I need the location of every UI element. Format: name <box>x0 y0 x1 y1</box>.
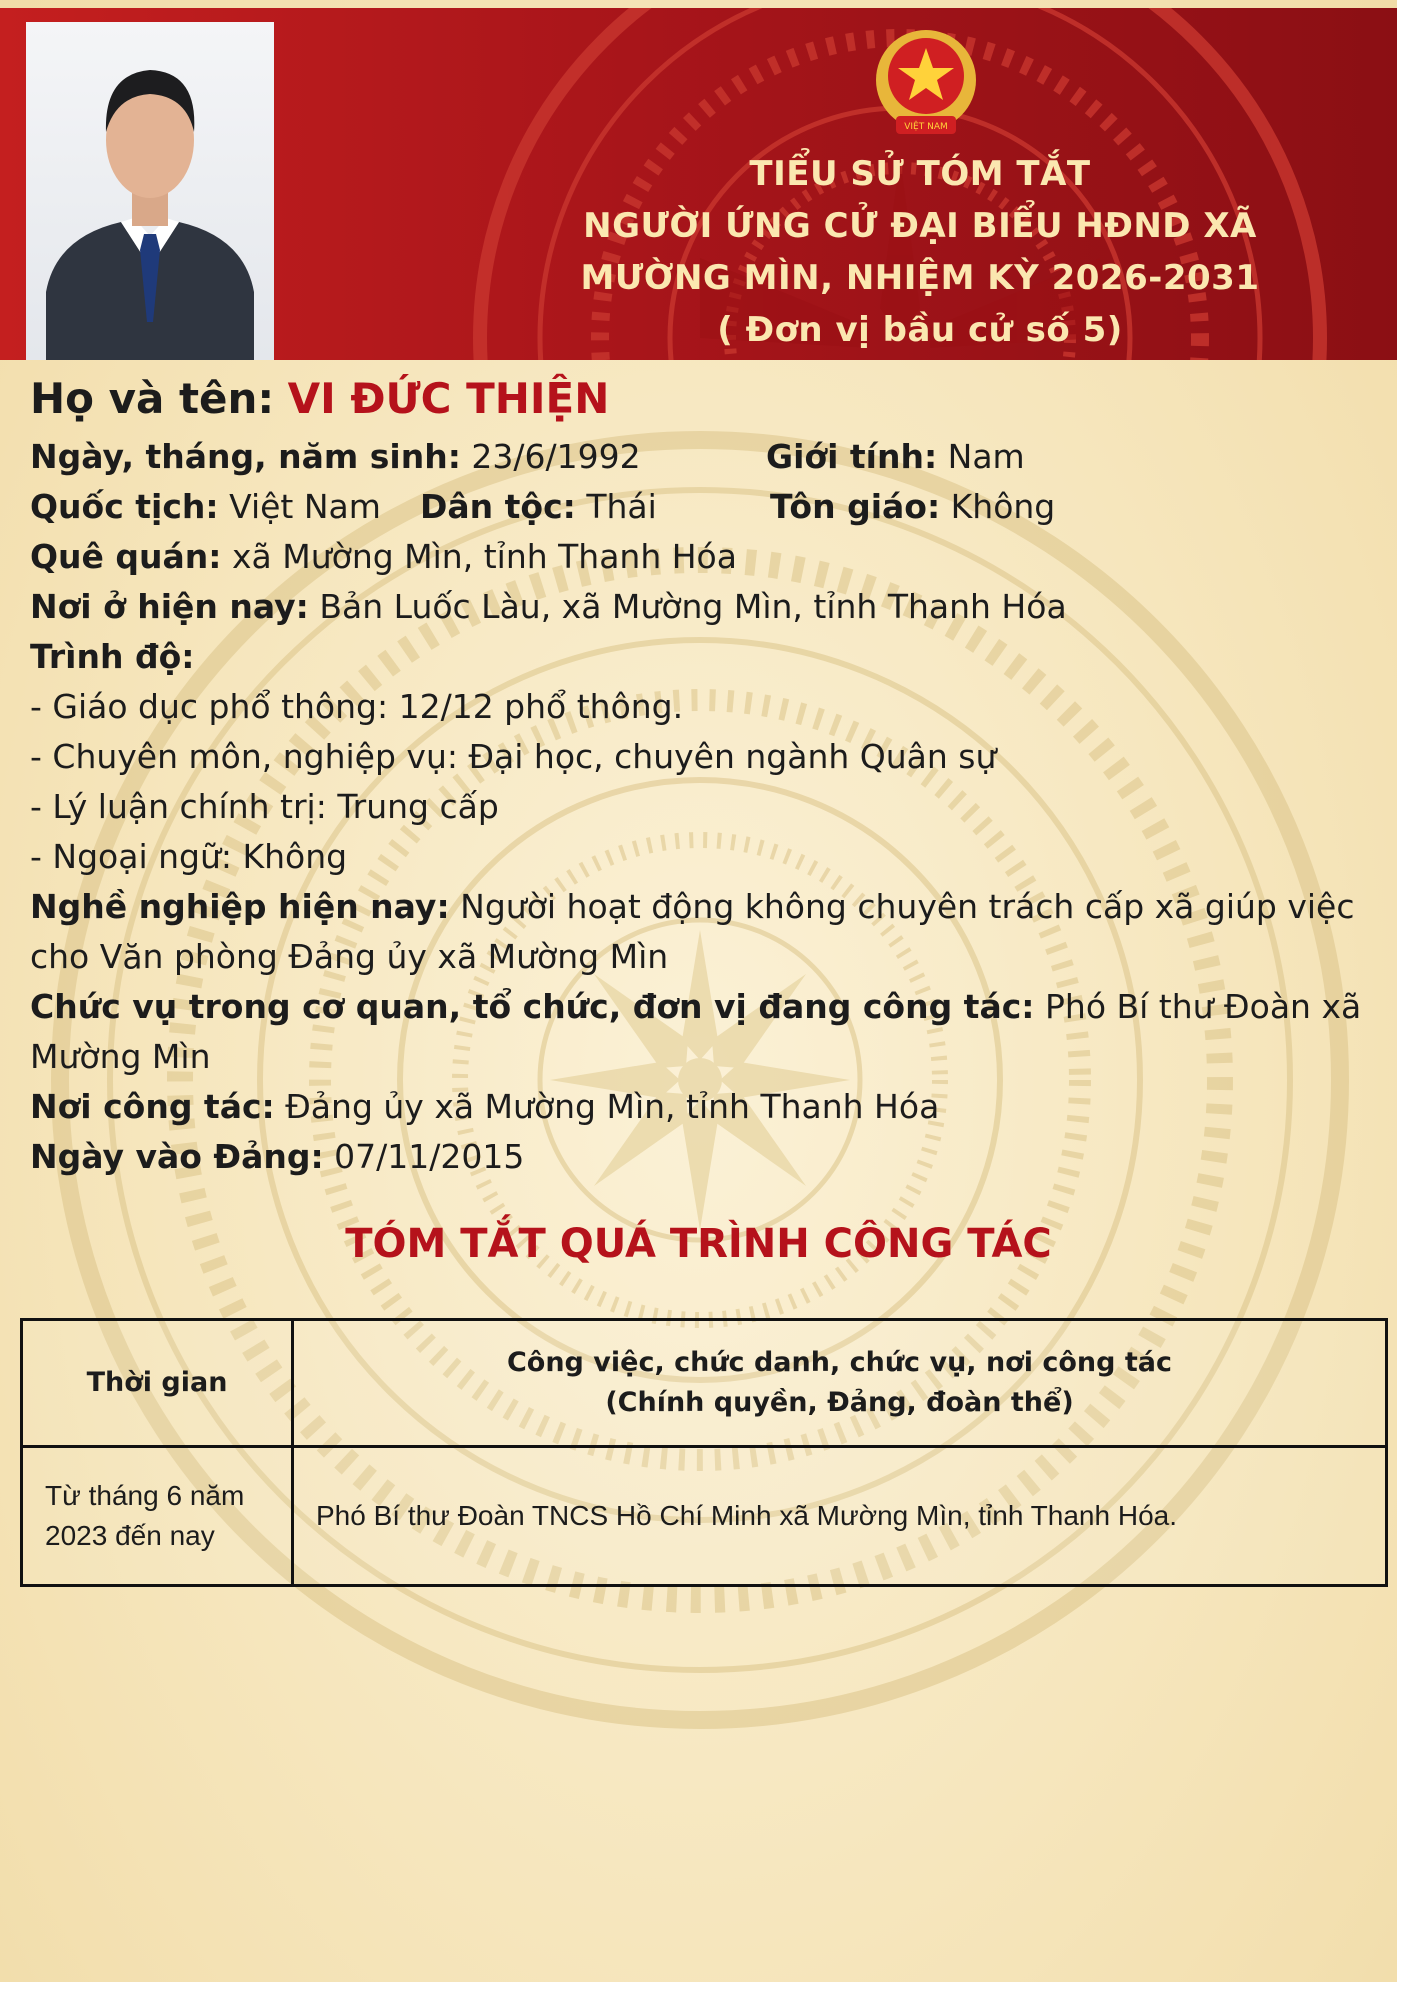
nationality-value: Việt Nam <box>229 487 381 526</box>
personal-info <box>30 366 1380 1182</box>
party-date-value: 07/11/2015 <box>334 1137 525 1176</box>
religion-label: Tôn giáo: <box>770 487 941 526</box>
title-line-1: TIỂU SỬ TÓM TẮT <box>749 154 1091 194</box>
dob-label: Ngày, tháng, năm sinh: <box>30 437 461 476</box>
title-line-4: ( Đơn vị bầu cử số 5) <box>717 310 1123 350</box>
header-banner <box>0 8 1397 360</box>
workplace-value: Đảng ủy xã Mường Mìn, tỉnh Thanh Hóa <box>285 1087 940 1126</box>
gender-value: Nam <box>947 437 1025 476</box>
ethnicity-label: Dân tộc: <box>420 487 576 526</box>
occupation-value: Người hoạt động không chuyên trách cấp xã giúp việc cho Văn phòng Đảng ủy xã Mường Mìn <box>30 887 1355 976</box>
work-history-table <box>20 1318 1388 1587</box>
dob-gender-row <box>30 432 1380 482</box>
workplace-row <box>30 1082 1380 1132</box>
education-label: Trình độ: <box>30 637 195 676</box>
hometown-value: xã Mường Mìn, tỉnh Thanh Hóa <box>232 537 737 576</box>
title-line-2: NGƯỜI ỨNG CỬ ĐẠI BIỂU HĐND XÃ <box>583 206 1257 246</box>
education-line: - Ngoại ngữ: Không <box>30 837 348 876</box>
education-line: - Giáo dục phổ thông: 12/12 phổ thông. <box>30 687 684 726</box>
dob-value: 23/6/1992 <box>471 437 641 476</box>
work-history-title: TÓM TẮT QUÁ TRÌNH CÔNG TÁC <box>345 1221 1052 1267</box>
party-date-label: Ngày vào Đảng: <box>30 1137 324 1176</box>
table-header-row <box>22 1320 1387 1447</box>
ethnicity-value: Thái <box>586 487 657 526</box>
gender-label: Giới tính: <box>766 437 938 476</box>
hometown-label: Quê quán: <box>30 537 222 576</box>
residence-value: Bản Luốc Làu, xã Mường Mìn, tỉnh Thanh Hóa <box>319 587 1067 626</box>
position-row <box>30 982 1380 1082</box>
nationality-row <box>30 482 1380 532</box>
title-line-3: MƯỜNG MÌN, NHIỆM KỲ 2026-2031 <box>580 258 1260 298</box>
svg-text:VIỆT NAM: VIỆT NAM <box>904 122 948 132</box>
position-label: Chức vụ trong cơ quan, tổ chức, đơn vị đang công tác: <box>30 987 1035 1026</box>
cell-time <box>22 1447 293 1586</box>
column-header-desc-line-2: (Chính quyền, Đảng, đoàn thể) <box>605 1387 1074 1418</box>
religion-value: Không <box>950 487 1056 526</box>
cell-time-line-2: 2023 đến nay <box>45 1520 215 1551</box>
occupation-row <box>30 882 1380 982</box>
education-heading <box>30 632 1380 682</box>
workplace-label: Nơi công tác: <box>30 1087 275 1126</box>
candidate-name: VI ĐỨC THIỆN <box>287 374 610 423</box>
residence-row <box>30 582 1380 632</box>
portrait-illustration <box>26 22 274 360</box>
cell-time-line-1: Từ tháng 6 năm <box>45 1480 245 1511</box>
column-header-description <box>293 1320 1387 1447</box>
table-row <box>22 1447 1387 1586</box>
column-header-desc-line-1: Công việc, chức danh, chức vụ, nơi công tác <box>506 1347 1173 1378</box>
cell-description: Phó Bí thư Đoàn TNCS Hồ Chí Minh xã Mường Mìn, tỉnh Thanh Hóa. <box>293 1447 1387 1586</box>
candidate-photo <box>26 22 274 360</box>
name-label: Họ và tên: <box>30 374 275 423</box>
residence-label: Nơi ở hiện nay: <box>30 587 309 626</box>
position-value: Phó Bí thư Đoàn xã Mường Mìn <box>30 987 1362 1076</box>
column-header-time: Thời gian <box>22 1320 293 1447</box>
occupation-label: Nghề nghiệp hiện nay: <box>30 887 450 926</box>
national-emblem-icon <box>872 26 980 144</box>
education-line: - Lý luận chính trị: Trung cấp <box>30 787 499 826</box>
title-block <box>560 148 1280 356</box>
party-date-row <box>30 1132 1380 1182</box>
name-row <box>30 366 1380 432</box>
hometown-row <box>30 532 1380 582</box>
nationality-label: Quốc tịch: <box>30 487 219 526</box>
education-line: - Chuyên môn, nghiệp vụ: Đại học, chuyên ngành Quân sự <box>30 737 997 776</box>
